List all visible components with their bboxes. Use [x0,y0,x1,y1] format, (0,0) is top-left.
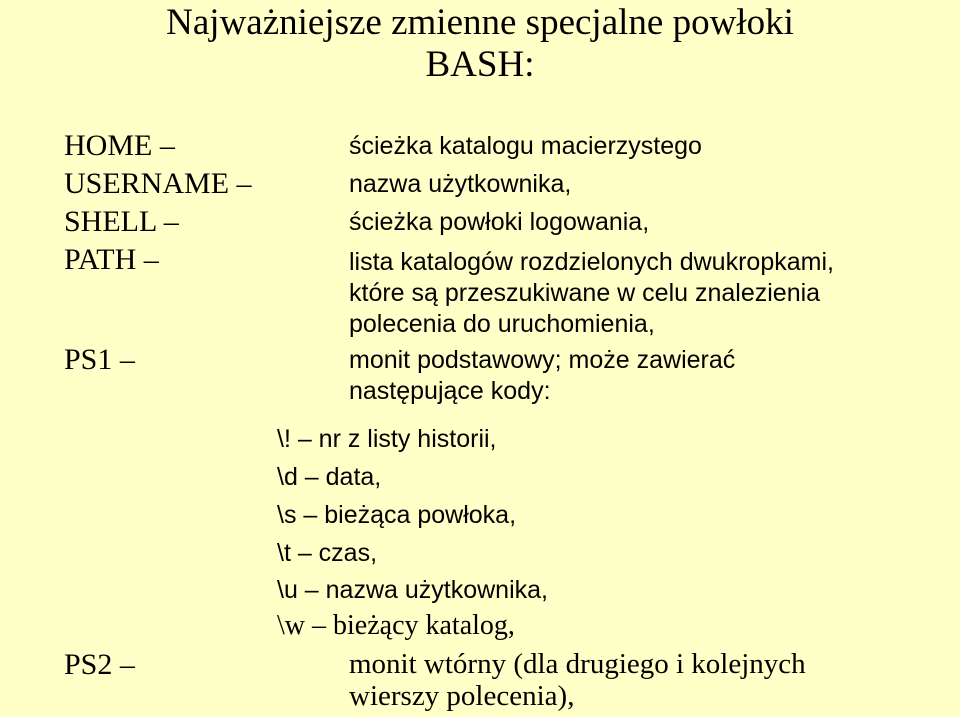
term-home: HOME – [64,129,175,162]
code-workdir: \w – bieżący katalog, [277,610,515,641]
def-shell: ścieżka powłoki logowania, [349,208,650,236]
term-username: USERNAME – [64,167,252,200]
def-path-line-3: polecenia do uruchomienia, [349,310,655,338]
term-ps2: PS2 – [64,648,135,681]
term-path: PATH – [64,243,159,276]
def-home: ścieżka katalogu macierzystego [349,132,702,160]
code-history: \! – nr z listy historii, [277,425,497,453]
def-path-line-2: które są przeszukiwane w celu znalezienia [349,279,821,307]
page-title-line-2: BASH: [425,44,535,85]
def-ps1-line-2: następujące kody: [349,377,551,405]
def-ps2-line-2: wierszy polecenia), [349,680,575,712]
def-username: nazwa użytkownika, [349,170,572,198]
term-ps1: PS1 – [64,343,135,376]
term-shell: SHELL – [64,205,179,238]
page-title: Najważniejsze zmienne specjalne powłoki [166,2,794,43]
def-path-line-1: lista katalogów rozdzielonych dwukropkami, [349,248,834,276]
code-shell: \s – bieżąca powłoka, [277,501,517,529]
def-ps1-line-1: monit podstawowy; może zawierać [349,346,736,374]
code-date: \d – data, [277,463,382,491]
def-ps2-line-1: monit wtórny (dla drugiego i kolejnych [349,648,806,680]
code-time: \t – czas, [277,539,378,567]
code-username: \u – nazwa użytkownika, [277,576,548,604]
